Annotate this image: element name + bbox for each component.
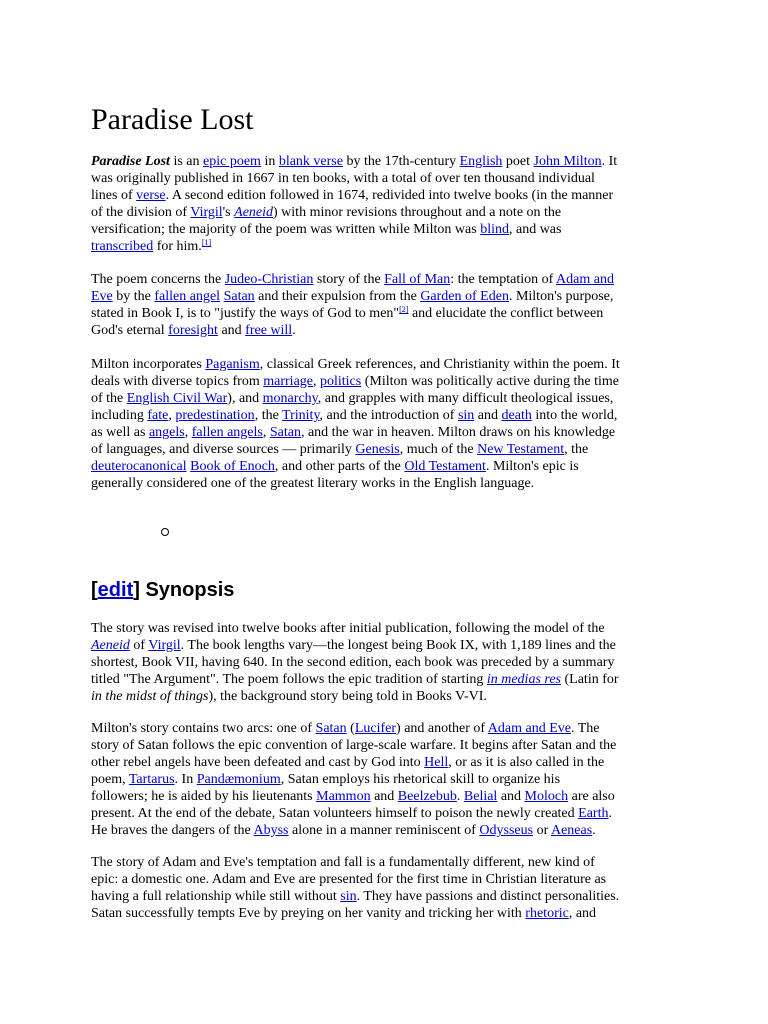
link-text: Aeneid	[234, 205, 274, 220]
text: and	[474, 408, 502, 423]
link-verse[interactable]: verse	[136, 188, 166, 203]
synopsis-paragraph-3	[91, 854, 691, 922]
footnote-ref-1[interactable]: [1]	[201, 238, 212, 247]
text: of	[129, 638, 149, 653]
text: as well as	[91, 425, 149, 440]
text: , the	[564, 442, 589, 457]
text: . They have passions and distinct personalities.	[356, 889, 620, 904]
text: (Latin for	[561, 672, 619, 687]
link-satan-2[interactable]: Satan	[269, 425, 301, 440]
text: (	[346, 721, 355, 736]
link-lucifer[interactable]: Lucifer	[354, 721, 397, 736]
text-line: story of Satan follows the epic convention of large-scale warfare. It begins after Satan and the	[91, 738, 617, 753]
concerns-paragraph	[91, 271, 691, 339]
link-death[interactable]: death	[501, 408, 532, 423]
link-pandaemonium[interactable]: Pandæmonium	[196, 772, 281, 787]
link-beelzebub[interactable]: Beelzebub	[397, 789, 457, 804]
link-paganism[interactable]: Paganism	[205, 357, 260, 372]
text: ,	[184, 425, 192, 440]
text: .	[608, 806, 612, 821]
text: and	[217, 323, 246, 338]
link-transcribed[interactable]: transcribed	[91, 239, 154, 254]
link-adam-and-eve-2[interactable]: Adam and Eve	[487, 721, 571, 736]
text: and their expulsion from the	[254, 289, 421, 304]
text: , and was	[508, 222, 562, 237]
text: The poem concerns the	[91, 272, 225, 287]
text: in	[260, 154, 279, 169]
themes-paragraph	[91, 356, 691, 492]
text: 's	[222, 205, 235, 220]
link-book-of-enoch[interactable]: Book of Enoch	[190, 459, 275, 474]
text: are also	[568, 789, 615, 804]
link-fallen-angel[interactable]: fallen angel	[154, 289, 221, 304]
text: , or as it is also called in the	[448, 755, 605, 770]
text: ,	[262, 425, 270, 440]
link-belial[interactable]: Belial	[463, 789, 498, 804]
link-sin[interactable]: sin	[457, 408, 475, 423]
text: of the	[91, 391, 127, 406]
link-adam-and-eve[interactable]: Adam and	[556, 272, 614, 287]
text: titled "The Argument". The poem follows the epic tradition of starting	[91, 672, 487, 687]
text: . In	[174, 772, 197, 787]
link-text: in medias res	[486, 672, 561, 687]
text-line: was originally published in 1667 in ten books, with a total of over ten thousand individual	[91, 171, 595, 186]
text: poet	[502, 154, 534, 169]
synopsis-paragraph-1	[91, 620, 691, 705]
text: Satan successfully tempts Eve by preying on her vanity and tricking her with	[91, 906, 526, 921]
link-fall-of-man[interactable]: Fall of Man	[384, 272, 451, 287]
link-predestination[interactable]: predestination	[175, 408, 255, 423]
link-english[interactable]: English	[459, 154, 503, 169]
synopsis-heading	[91, 576, 234, 604]
link-odysseus[interactable]: Odysseus	[479, 823, 534, 838]
link-earth[interactable]: Earth	[578, 806, 609, 821]
text: by the	[112, 289, 155, 304]
latin-translation: in the midst of things	[91, 689, 209, 704]
text: .	[456, 789, 464, 804]
text: Milton's story contains two arcs: one of	[91, 721, 316, 736]
text: (Milton was politically active during the time	[361, 374, 620, 389]
edit-section-link[interactable]: edit	[97, 579, 134, 601]
link-aeneas[interactable]: Aeneas	[550, 823, 593, 838]
text: by the 17th-century	[342, 154, 460, 169]
text: .	[592, 823, 596, 838]
text: , and the introduction of	[319, 408, 458, 423]
text: and	[370, 789, 398, 804]
link-text: Aeneid	[91, 638, 130, 653]
text: for him.	[153, 239, 202, 254]
link-virgil[interactable]: Virgil	[190, 205, 223, 220]
link-satan[interactable]: Satan	[223, 289, 255, 304]
link-sin-2[interactable]: sin	[340, 889, 357, 904]
text: of the division of	[91, 205, 191, 220]
text: ,	[168, 408, 176, 423]
link-monarchy[interactable]: monarchy	[262, 391, 318, 406]
text: deals with diverse topics from	[91, 374, 264, 389]
text: story of the	[313, 272, 385, 287]
text: and	[497, 789, 525, 804]
text: is an	[169, 154, 204, 169]
text: having a full relationship while still without	[91, 889, 341, 904]
text: . The book lengths vary—the longest being Book IX, with 1,189 lines and the	[180, 638, 616, 653]
link-abyss[interactable]: Abyss	[253, 823, 289, 838]
link-rhetoric[interactable]: rhetoric	[525, 906, 569, 921]
text: Milton incorporates	[91, 357, 206, 372]
text: into the world,	[531, 408, 618, 423]
text: ), and	[227, 391, 263, 406]
text: ,	[313, 374, 320, 389]
text: God's eternal	[91, 323, 169, 338]
intro-paragraph	[91, 153, 691, 255]
link-old-testament[interactable]: Old Testament	[404, 459, 486, 474]
text: ) and another of	[396, 721, 488, 736]
link-marriage[interactable]: marriage	[263, 374, 313, 389]
link-in-medias-res[interactable]	[487, 672, 561, 687]
link-adam-and-eve-cont[interactable]: Eve	[91, 289, 113, 304]
footnote-ref-2[interactable]: [2]	[399, 305, 409, 314]
title-term: Paradise Lost	[91, 154, 170, 169]
link-fate[interactable]: fate	[147, 408, 169, 423]
text: versification; the majority of the poem was written while Milton was	[91, 222, 481, 237]
link-aeneid[interactable]	[234, 205, 273, 220]
text: including	[91, 408, 148, 423]
text: stated in Book I, is to "justify the ways of God to men"	[91, 306, 400, 321]
link-epic-poem[interactable]: epic poem	[203, 154, 261, 169]
link-blind[interactable]: blind	[480, 222, 509, 237]
link-blank-verse[interactable]: blank verse	[278, 154, 343, 169]
text: : the temptation of	[450, 272, 557, 287]
text: alone in a manner reminiscent of	[288, 823, 480, 838]
text: poem,	[91, 772, 129, 787]
text: . A second edition followed in 1674, redivided into twelve books (in the manner	[165, 188, 614, 203]
text: , Satan employs his rhetorical skill to organize his	[280, 772, 561, 787]
link-virgil-2[interactable]: Virgil	[148, 638, 181, 653]
link-aeneid-2[interactable]	[91, 638, 130, 653]
text: . Milton's purpose,	[508, 289, 614, 304]
text: lines of	[91, 188, 137, 203]
link-angels[interactable]: angels	[148, 425, 185, 440]
link-free-will[interactable]: free will	[245, 323, 293, 338]
text-line: shortest, Book VII, having 640. In the second edition, each book was preceded by a summary	[91, 655, 615, 670]
link-deuterocanonical[interactable]: deuterocanonical	[91, 459, 187, 474]
text: other rebel angels have been defeated and cast by God into	[91, 755, 425, 770]
text: followers; he is aided by his lieutenants	[91, 789, 317, 804]
link-new-testament[interactable]: New Testament	[477, 442, 565, 457]
link-fallen-angels[interactable]: fallen angels	[191, 425, 263, 440]
synopsis-paragraph-2	[91, 720, 691, 839]
text: . The	[570, 721, 600, 736]
section-title: Synopsis	[139, 579, 235, 601]
text: , the	[254, 408, 283, 423]
bullet-icon	[161, 528, 169, 536]
link-hell[interactable]: Hell	[424, 755, 449, 770]
bracket: ]	[133, 579, 140, 601]
page-title: Paradise Lost	[91, 103, 254, 136]
text-line: generally considered one of the greatest literary works in the English language.	[91, 476, 535, 491]
link-moloch[interactable]: Moloch	[524, 789, 569, 804]
text-line: The story was revised into twelve books after initial publication, following the model of the	[91, 621, 605, 636]
text: . Milton's epic is	[485, 459, 579, 474]
link-mammon[interactable]: Mammon	[316, 789, 371, 804]
bracket: [	[91, 579, 98, 601]
link-satan-3[interactable]: Satan	[315, 721, 347, 736]
text: . It	[601, 154, 618, 169]
text: and elucidate the conflict between	[408, 306, 604, 321]
text: , and grapples with many difficult theological issues,	[317, 391, 614, 406]
text-line: epic: a domestic one. Adam and Eve are presented for the first time in Christian literature as	[91, 872, 607, 887]
link-politics[interactable]: politics	[320, 374, 362, 389]
text: , and	[568, 906, 597, 921]
link-genesis[interactable]: Genesis	[355, 442, 400, 457]
text: He braves the dangers of the	[91, 823, 254, 838]
link-tartarus[interactable]: Tartarus	[128, 772, 175, 787]
link-trinity[interactable]: Trinity	[282, 408, 320, 423]
link-foresight[interactable]: foresight	[168, 323, 218, 338]
link-john-milton[interactable]: John Milton	[533, 154, 602, 169]
text: .	[292, 323, 296, 338]
text-line: The story of Adam and Eve's temptation and fall is a fundamentally different, new kind of	[91, 855, 595, 870]
text: or	[533, 823, 551, 838]
link-english-civil-war[interactable]: English Civil War	[126, 391, 228, 406]
link-judeo-christian[interactable]: Judeo-Christian	[224, 272, 314, 287]
text: , and the war in heaven. Milton draws on his knowledge	[300, 425, 616, 440]
text: ), the background story being told in Books V-VI.	[208, 689, 487, 704]
link-garden-of-eden[interactable]: Garden of Eden	[420, 289, 509, 304]
text: , much of the	[399, 442, 478, 457]
text: of languages, and diverse sources — primarily	[91, 442, 356, 457]
text: present. At the end of the debate, Satan volunteers himself to poison the newly created	[91, 806, 579, 821]
text: , classical Greek references, and Christianity within the poem. It	[259, 357, 620, 372]
text: ) with minor revisions throughout and a note on the	[273, 205, 562, 220]
text: , and other parts of the	[274, 459, 405, 474]
